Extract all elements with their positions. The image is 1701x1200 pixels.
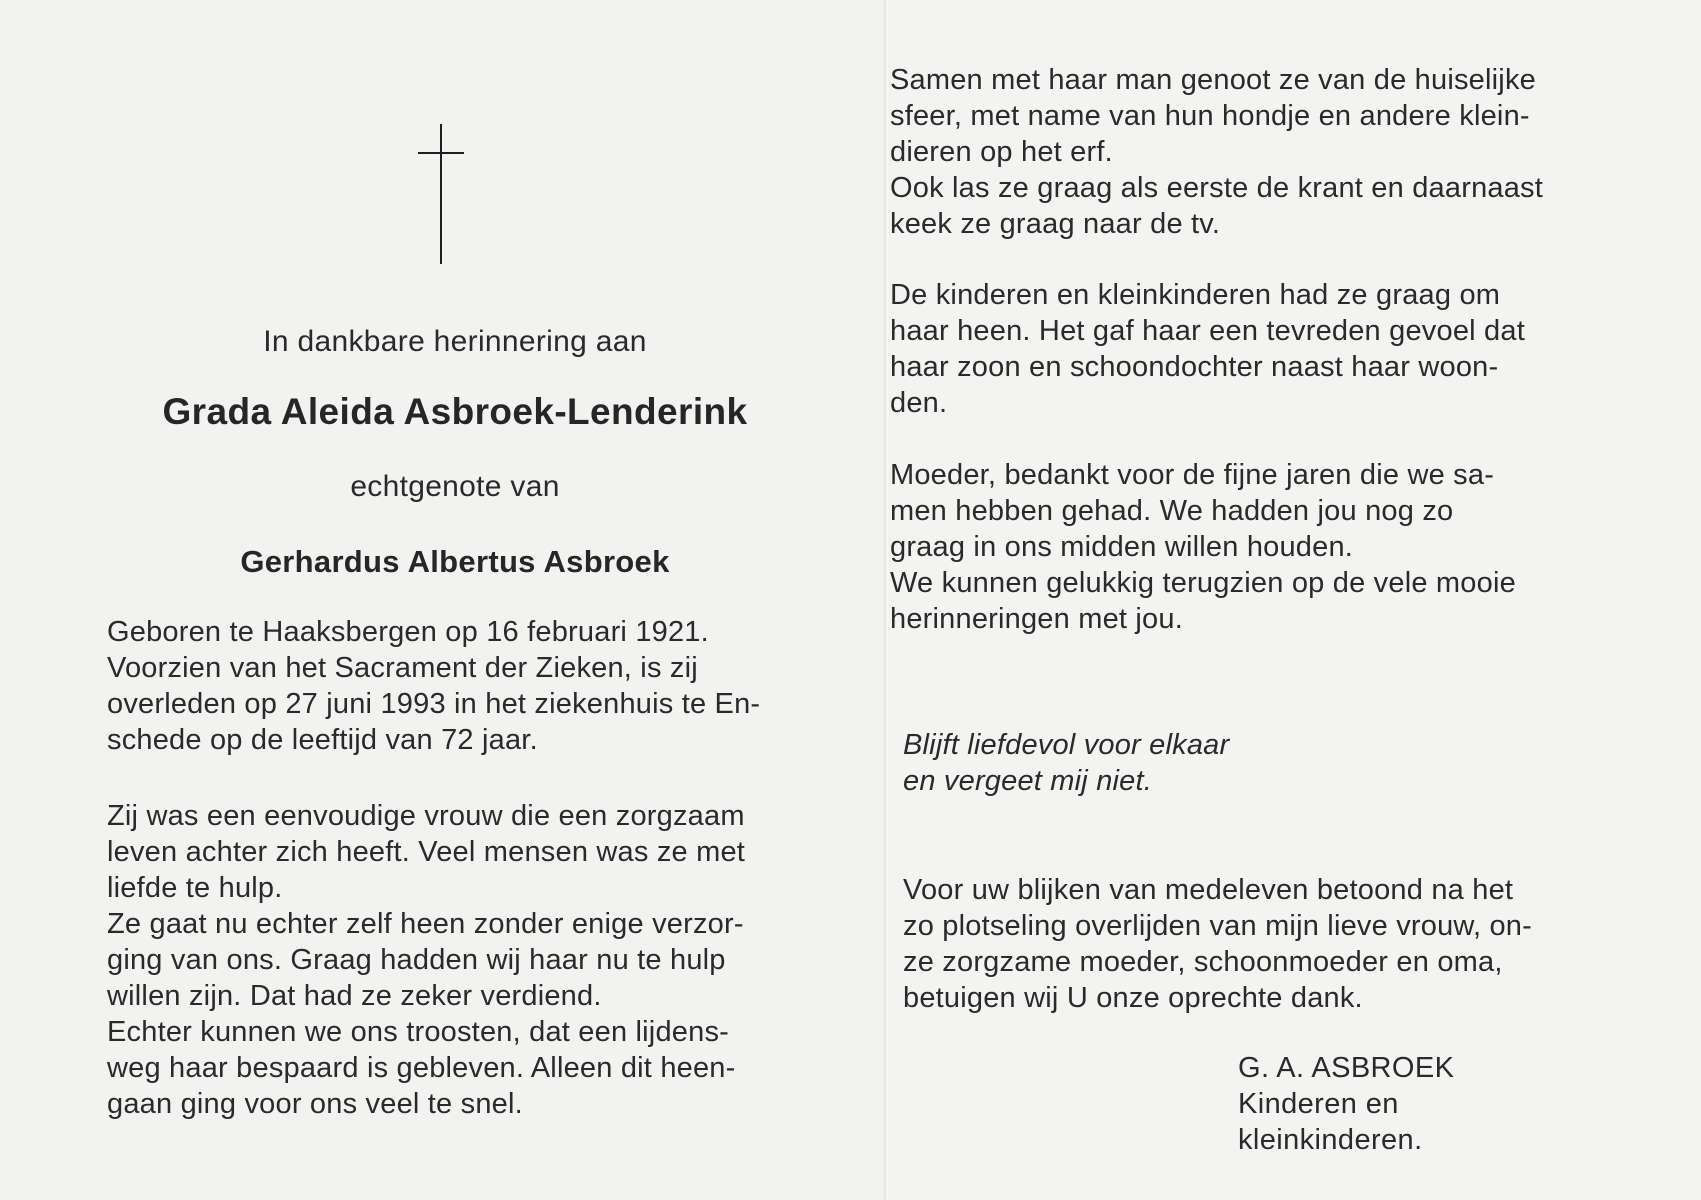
text-line: Geboren te Haaksbergen op 16 februari 1921. xyxy=(107,616,709,648)
text-line: gaan ging voor ons veel te snel. xyxy=(107,1088,523,1120)
text-line: liefde te hulp. xyxy=(107,872,283,904)
text-line: zo plotseling overlijden van mijn lieve vrouw, on- xyxy=(903,910,1532,942)
text-line: overleden op 27 juni 1993 in het ziekenhuis te En- xyxy=(107,688,761,720)
motto-line: en vergeet mij niet. xyxy=(903,765,1153,797)
text-line: Voor uw blijken van medeleven betoond na het xyxy=(903,874,1514,906)
text-line: Echter kunnen we ons troosten, dat een lijdens- xyxy=(107,1016,729,1048)
text-line: dieren op het erf. xyxy=(890,136,1113,168)
farewell-paragraph xyxy=(890,457,1590,637)
text-line: haar zoon en schoondochter naast haar woon- xyxy=(890,351,1499,383)
text-line: betuigen wij U onze oprechte dank. xyxy=(903,982,1363,1014)
text-line: Ook las ze graag als eerste de krant en daarnaast xyxy=(890,172,1544,204)
text-line: Zij was een eenvoudige vrouw die een zorgzaam xyxy=(107,800,745,832)
text-line: herinneringen met jou. xyxy=(890,603,1183,635)
text-line: men hebben gehad. We hadden jou nog zo xyxy=(890,495,1454,527)
text-line: Moeder, bedankt voor de fijne jaren die we sa- xyxy=(890,459,1495,491)
text-line: keek ze graag naar de tv. xyxy=(890,208,1221,240)
text-line: Samen met haar man genoot ze van de huiselijke xyxy=(890,64,1536,96)
text-line: ze zorgzame moeder, schoonmoeder en oma, xyxy=(903,946,1503,978)
text-line: graag in ons midden willen houden. xyxy=(890,531,1354,563)
signature-block xyxy=(1238,1050,1454,1158)
signature-line: Kinderen en xyxy=(1238,1088,1399,1120)
life-paragraph xyxy=(107,798,807,1122)
text-line: schede op de leeftijd van 72 jaar. xyxy=(107,724,538,756)
text-line: haar heen. Het gaf haar een tevreden gevoel dat xyxy=(890,315,1525,347)
intro-line: In dankbare herinnering aan xyxy=(263,325,647,358)
text-line: weg haar bespaard is gebleven. Alleen dit heen- xyxy=(107,1052,736,1084)
text-line: ging van ons. Graag hadden wij haar nu te hulp xyxy=(107,944,726,976)
spouse-name: Gerhardus Albertus Asbroek xyxy=(240,544,670,579)
text-line: leven achter zich heeft. Veel mensen was ze met xyxy=(107,836,746,868)
birth-death-paragraph xyxy=(107,614,807,758)
text-line: We kunnen gelukkig terugzien op de vele mooie xyxy=(890,567,1516,599)
cross-icon xyxy=(418,124,464,264)
motto xyxy=(903,727,1229,799)
signature-line: kleinkinderen. xyxy=(1238,1124,1423,1156)
home-life-paragraph xyxy=(890,62,1590,242)
text-line: Voorzien van het Sacrament der Zieken, is zij xyxy=(107,652,698,684)
text-line: den. xyxy=(890,387,948,419)
spouse-of-line: echtgenote van xyxy=(350,470,560,503)
text-line: willen zijn. Dat had ze zeker verdiend. xyxy=(107,980,602,1012)
text-line: De kinderen en kleinkinderen had ze graag om xyxy=(890,279,1501,311)
text-line: Ze gaat nu echter zelf heen zonder enige verzor- xyxy=(107,908,744,940)
family-paragraph xyxy=(890,277,1590,421)
thanks-paragraph xyxy=(903,872,1603,1016)
deceased-name: Grada Aleida Asbroek-Lenderink xyxy=(162,391,748,432)
text-line: sfeer, met name van hun hondje en andere klein- xyxy=(890,100,1530,132)
signature-line: G. A. ASBROEK xyxy=(1238,1052,1455,1084)
motto-line: Blijft liefdevol voor elkaar xyxy=(903,729,1230,761)
